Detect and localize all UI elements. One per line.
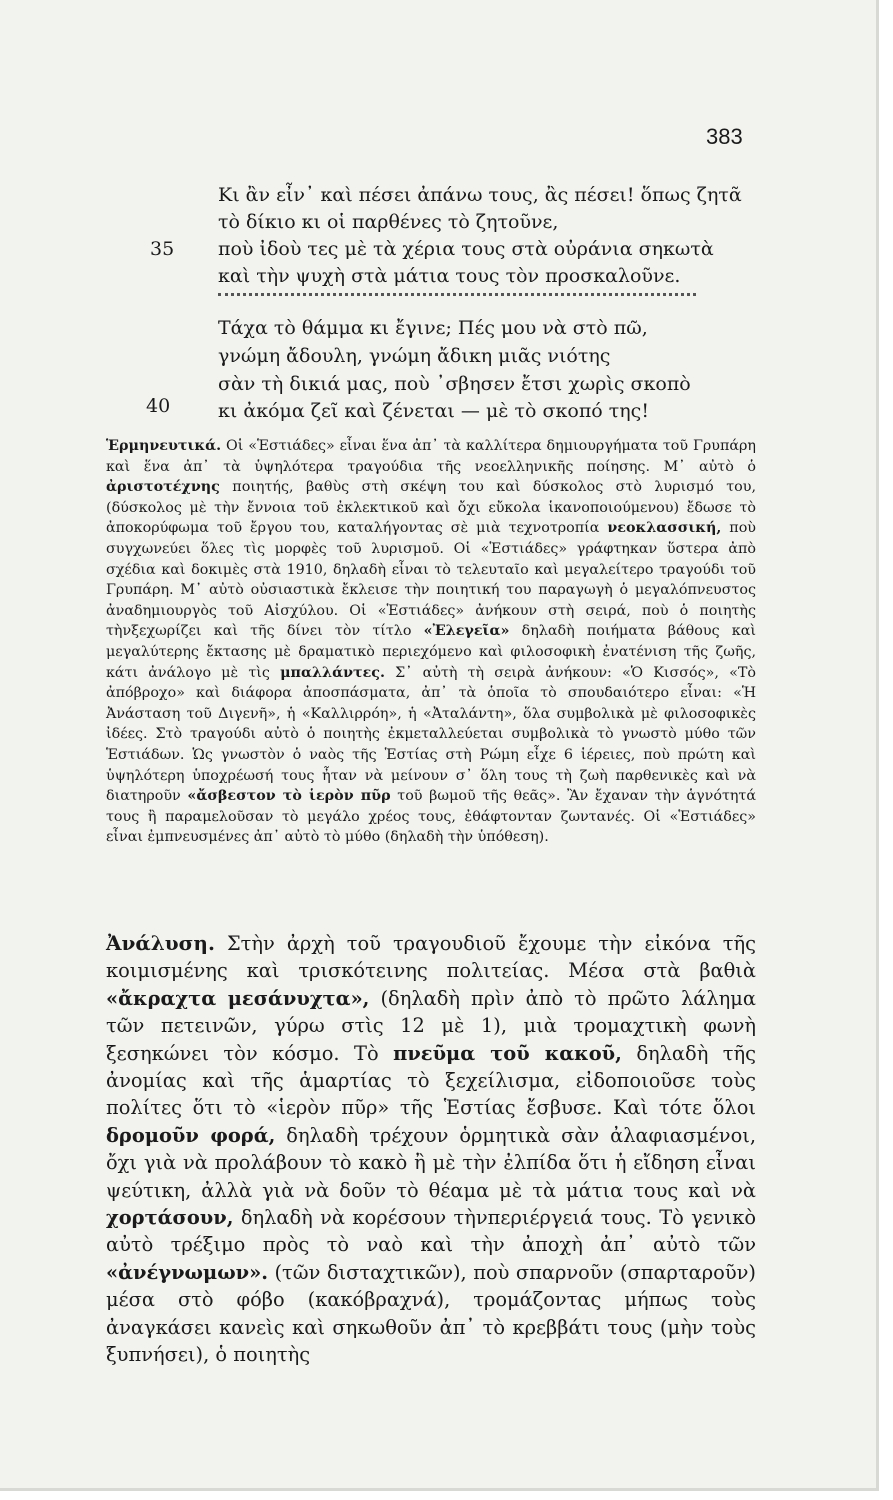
poem-line: Κι ἂν εἶν᾿ καὶ πέσει ἀπάνω τους, ἂς πέσει! ὅπως ζητᾶ <box>218 184 742 206</box>
poem-line: κι ἀκόμα ζεῖ καὶ ζένεται — μὲ τὸ σκοπό της! <box>218 400 649 422</box>
poem-line: σὰν τὴ δικιά μας, ποὺ ᾿σβησεν ἔτσι χωρὶς σκοπὸ <box>218 373 691 395</box>
commentary-paragraph: Ἑρμηνευτικά. Οἱ «Ἑστιάδες» εἶναι ἕνα ἀπ᾿ τὰ καλλίτερα δημιουργήματα τοῦ Γρυπάρη καὶ ἕνα ἀπ᾿ τὰ ὑψηλότερα τραγούδια τῆς νεοελληνικῆς ποίησης. Μ᾿ αὐτὸ ὁ ἀριστοτέχνης ποιητής, βαθὺς στὴ σκέψη του καὶ δύσκολος στὸ λυρισμό του, (δύσκολος μὲ τὴν ἔννοια τοῦ ἐκλεκτικοῦ καὶ ὄχι εὔκολα ἱκανοποιούμενου) ἔδωσε τὸ ἀποκορύφωμα τοῦ ἔργου του, καταλήγοντας σὲ μιὰ τεχνοτροπία νεοκλασσική, ποὺ συγχωνεύει ὅλες τὶς μορφὲς τοῦ λυρισμοῦ. Οἱ «Ἑστιάδες» γράφτηκαν ὕστερα ἀπὸ σχέδια καὶ δοκιμὲς στὰ 1910, δηλαδὴ εἶναι τὸ τελευταῖο καὶ μεγαλείτερο τραγούδι τοῦ Γρυπάρη. Μ᾿ αὐτὸ οὐσιαστικὰ ἔκλεισε τὴν ποιητική του παραγωγὴ ὁ μεγαλόπνευστος ἀναδημιουργὸς τοῦ Αἰσχύλου. Οἱ «Ἑστιάδες» ἀνήκουν στὴ σειρά, ποὺ ὁ ποιητὴς τὴνξεχωρίζει καὶ τῆς δίνει τὸν τίτλο «Ἐλεγεῖα» δηλαδὴ ποιήματα βάθους καὶ μεγαλύτερης ἔκτασης μὲ δραματικὸ περιεχόμενο καὶ φιλοσοφικὴ ἐνατένιση τῆς ζωῆς, κάτι ἀνάλογο μὲ τὶς μπαλλάντες. Σ᾿ αὐτὴ τὴ σειρὰ ἀνήκουν: «Ὁ Κισσός», «Τὸ ἀπόβροχο» καὶ διάφορα ἀποσπάσματα, ἀπ᾿ τὰ ὁποῖα τὸ σπουδαιότερο εἶναι: «Ἡ Ἀνάσταση τοῦ Διγενῆ», ἡ «Καλλιρρόη», ἡ «Ἀταλάντη», ὅλα συμβολικὰ μὲ φιλοσοφικὲς ἰδέες. Στὸ τραγούδι αὐτὸ ὁ ποιητὴς ἐκμεταλλεύεται συμβολικὰ τὸ γνωστὸ μύθο τῶν Ἑστιάδων. Ὡς γνωστὸν ὁ ναὸς τῆς Ἑστίας στὴ Ρώμη εἶχε 6 ἱέρειες, ποὺ πρώτη καὶ ὑψηλότερη ὑποχρέωσή τους ἦταν νὰ μείνουν σ᾿ ὅλη τους τὴ ζωὴ παρθενικὲς καὶ νὰ διατηροῦν «ἄσβεστον τὸ ἱερὸν πῦρ τοῦ βωμοῦ τῆς θεᾶς». Ἂν ἔχαναν τὴν ἁγνότητά τους ἢ παραμελοῦσαν τὸ μεγάλο χρέος τους, ἐθάφτονταν ζωντανές. Οἱ «Ἑστιάδες» εἶναι ἐμπνευσμένες ἀπ᾿ αὐτὸ τὸ μύθο (δηλαδὴ τὴν ὑπόθεση). <box>106 438 757 846</box>
poem-line: γνώμη ἄδουλη, γνώμη ἄδικη μιᾶς νιότης <box>218 345 611 367</box>
ellipsis-divider <box>218 293 696 296</box>
poem-line: καὶ τὴν ψυχὴ στὰ μάτια τους τὸν προσκαλοῦνε. <box>218 265 681 287</box>
emphasis: «ἄκραχτα μεσάνυχτα», <box>106 986 370 1010</box>
emphasis: μπαλλάντες. <box>280 664 385 681</box>
commentary-heading: Ἑρμηνευτικά. <box>106 438 222 454</box>
emphasis: πνεῦμα τοῦ κακοῦ, <box>393 1041 622 1065</box>
emphasis: χορτάσουν, <box>106 1206 234 1230</box>
emphasis: νεοκλασσική, <box>607 520 722 537</box>
poem-line: Τάχα τὸ θάμμα κι ἔγινε; Πές μου νὰ στὸ πῶ, <box>218 317 648 339</box>
line-number: 35 <box>150 238 175 260</box>
page-number: 383 <box>706 124 743 149</box>
emphasis: «ἄσβεστον τὸ ἱερὸν πῦρ <box>187 788 391 805</box>
emphasis: «ἀνέγνωμων». <box>106 1260 268 1284</box>
analysis-heading: Ἀνάλυση. <box>106 931 215 955</box>
poem-line: ποὺ ἰδοὺ τες μὲ τὰ χέρια τους στὰ οὐράνια σηκωτὰ <box>218 238 714 260</box>
emphasis: δρομοῦν φορά, <box>106 1123 276 1147</box>
line-number: 40 <box>146 395 171 417</box>
emphasis: ἀριστοτέχνης <box>106 479 220 496</box>
analysis-paragraph: Ἀνάλυση. Στὴν ἀρχὴ τοῦ τραγουδιοῦ ἔχουμε τὴν εἰκόνα τῆς κοιμισμένης καὶ τρισκότεινης πολιτείας. Μέσα στὰ βαθιὰ «ἄκραχτα μεσάνυχτα», (δηλαδὴ πρὶν ἀπὸ τὸ πρῶτο λάλημα τῶν πετεινῶν, γύρω στὶς 12 μὲ 1), μιὰ τρομαχτικὴ φωνὴ ξεσηκώνει τὸν κόσμο. Τὸ πνεῦμα τοῦ κακοῦ, δηλαδὴ τῆς ἀνομίας καὶ τῆς ἁμαρτίας τὸ ξεχείλισμα, εἰδοποιοῦσε τοὺς πολίτες ὅτι τὸ «ἱερὸν πῦρ» τῆς Ἑστίας ἔσβυσε. Καὶ τότε ὅλοι δρομοῦν φορά, δηλαδὴ τρέχουν ὁρμητικὰ σὰν ἀλαφιασμένοι, ὄχι γιὰ νὰ προλάβουν τὸ κακὸ ἢ μὲ τὴν ἐλπίδα ὅτι ἡ εἴδηση εἶναι ψεύτικη, ἀλλὰ γιὰ νὰ δοῦν τὸ θέαμα μὲ τὰ μάτια τους καὶ νὰ χορτάσουν, δηλαδὴ νὰ κορέσουν τὴνπεριέργειά τους. Τὸ γενικὸ αὐτὸ τρέξιμο πρὸς τὸ ναὸ καὶ τὴν ἀποχὴ ἀπ᾿ αὐτὸ τῶν «ἀνέγνωμων». (τῶν δισταχτικῶν), ποὺ σπαρνοῦν (σπαρταροῦν) μέσα στὸ φόβο (κακόβραχνά), τρομάζοντας μήπως τοὺς ἀναγκάσει κανεὶς καὶ σηκωθοῦν ἀπ᾿ τὸ κρεββάτι τους (μὴν τοὺς ξυπνήσει), ὁ ποιητὴς <box>106 931 757 1367</box>
poem-line: τὸ δίκιο κι οἱ παρθένες τὸ ζητοῦνε, <box>218 211 559 233</box>
emphasis: «Ἐλεγεῖα» <box>423 623 510 640</box>
